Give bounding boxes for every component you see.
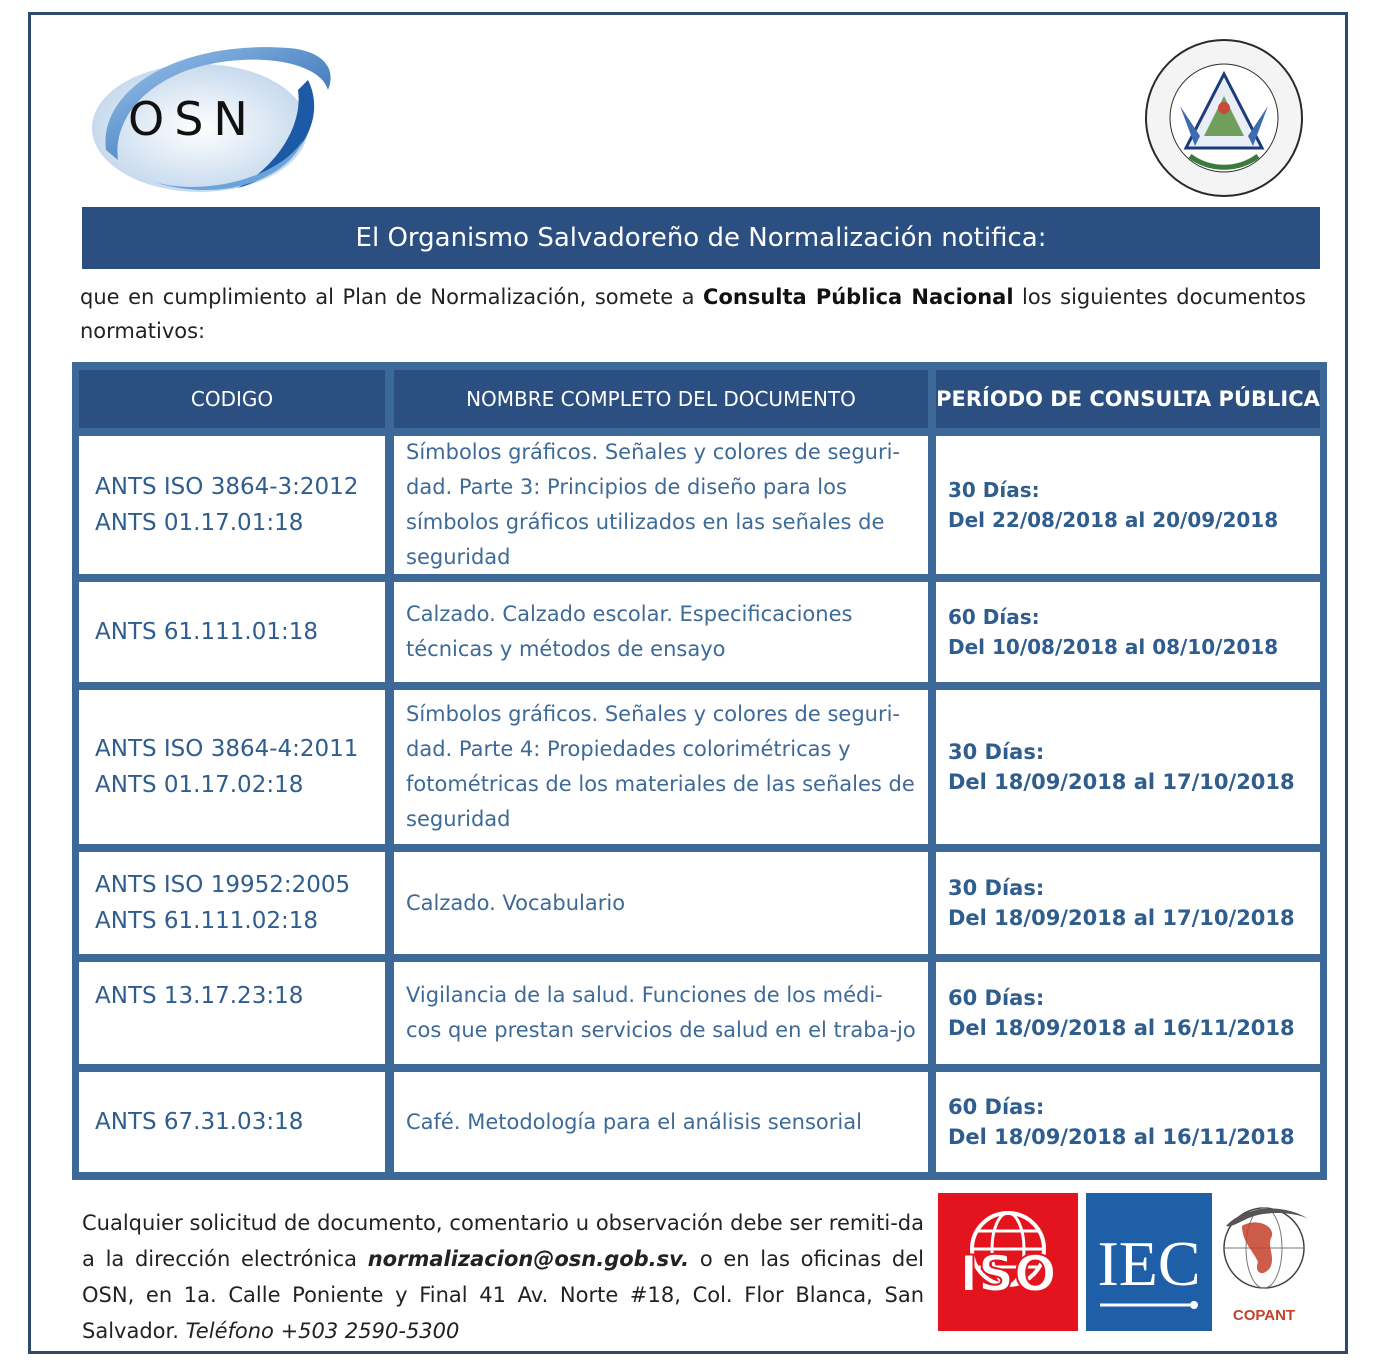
table-row-2-period bbox=[936, 582, 1320, 682]
iso-globe-icon bbox=[938, 1193, 1078, 1331]
code-line: ANTS 01.17.01:18 bbox=[95, 510, 304, 536]
table-row-3-period bbox=[936, 690, 1320, 844]
intro-text-end: los siguientes documentos normativos: bbox=[80, 285, 1306, 343]
contact-text-start: Cualquier solicitud de documento, comentario u observación debe ser remiti-da a la dirección electrónica bbox=[82, 1211, 924, 1271]
contact-email-link[interactable]: normalizacion@osn.gob.sv. bbox=[367, 1247, 690, 1271]
intro-paragraph bbox=[80, 280, 1306, 348]
documents-table bbox=[72, 362, 1327, 1180]
code-line: ANTS 61.111.01:18 bbox=[95, 619, 318, 645]
phone-number: +503 2590-5300 bbox=[273, 1319, 460, 1343]
table-row-3-name: Símbolos gráficos. Señales y colores de seguri-dad. Parte 4: Propiedades colorimétricas y fotométricas de los materiales de las señales de seguridad bbox=[394, 690, 928, 844]
table-row-6-code bbox=[79, 1072, 385, 1172]
header-nombre: NOMBRE COMPLETO DEL DOCUMENTO bbox=[394, 370, 928, 428]
code-line: ANTS 13.17.23:18 bbox=[95, 983, 304, 1009]
period-range: Del 18/09/2018 al 17/10/2018 bbox=[948, 770, 1295, 794]
copant-logo bbox=[1214, 1196, 1316, 1332]
intro-highlight: Consulta Pública Nacional bbox=[703, 285, 1014, 309]
code-line: ANTS ISO 3864-4:2011 bbox=[95, 736, 359, 762]
code-line: ANTS 01.17.02:18 bbox=[95, 772, 304, 798]
table-row-2-name: Calzado. Calzado escolar. Especificaciones técnicas y métodos de ensayo bbox=[394, 582, 928, 682]
period-days: 30 Días: bbox=[948, 478, 1040, 502]
period-days: 60 Días: bbox=[948, 605, 1040, 629]
code-line: ANTS 67.31.03:18 bbox=[95, 1109, 304, 1135]
period-days: 60 Días: bbox=[948, 1095, 1045, 1119]
period-days: 60 Días: bbox=[948, 986, 1045, 1010]
period-range: Del 22/08/2018 al 20/09/2018 bbox=[948, 508, 1279, 532]
table-row-1-period bbox=[936, 436, 1320, 574]
table-row-4-code bbox=[79, 852, 385, 954]
osn-logo-text: OSN bbox=[128, 92, 258, 146]
code-line: ANTS 61.111.02:18 bbox=[95, 908, 318, 934]
table-row-5-code bbox=[79, 962, 385, 1064]
code-line: ANTS ISO 3864-3:2012 bbox=[95, 474, 359, 500]
table-row-4-name: Calzado. Vocabulario bbox=[394, 852, 928, 954]
period-range: Del 18/09/2018 al 16/11/2018 bbox=[948, 1125, 1295, 1149]
iso-logo-text: ISO bbox=[959, 1245, 1057, 1303]
period-range: Del 18/09/2018 al 17/10/2018 bbox=[948, 906, 1295, 930]
iec-logo-graphic bbox=[1086, 1193, 1212, 1331]
intro-text-start: que en cumplimiento al Plan de Normalización, somete a bbox=[80, 285, 704, 309]
phone-label: Teléfono bbox=[185, 1319, 274, 1343]
copant-globe-icon bbox=[1214, 1196, 1316, 1332]
coat-of-arms bbox=[1140, 36, 1308, 200]
header-periodo: PERÍODO DE CONSULTA PÚBLICA bbox=[936, 370, 1320, 428]
period-days: 30 Días: bbox=[948, 876, 1045, 900]
iec-logo-text: IEC bbox=[1097, 1228, 1201, 1299]
table-row-6-period bbox=[936, 1072, 1320, 1172]
table-row-1-name: Símbolos gráficos. Señales y colores de seguri-dad. Parte 3: Principios de diseño para los símbolos gráficos utilizados en las señales de seguridad bbox=[394, 436, 928, 574]
osn-logo bbox=[88, 30, 338, 200]
table-row-3-code bbox=[79, 690, 385, 844]
copant-logo-text: COPANT bbox=[1232, 1307, 1296, 1324]
period-range: Del 18/09/2018 al 16/11/2018 bbox=[948, 1016, 1295, 1040]
iec-logo bbox=[1086, 1193, 1212, 1331]
iso-logo bbox=[938, 1193, 1078, 1331]
notification-title: El Organismo Salvadoreño de Normalización notifica: bbox=[82, 207, 1320, 269]
code-line: ANTS ISO 19952:2005 bbox=[95, 872, 351, 898]
table-row-2-code bbox=[79, 582, 385, 682]
table-row-5-name: Vigilancia de la salud. Funciones de los médi-cos que prestan servicios de salud en el traba-jo bbox=[394, 962, 928, 1064]
table-row-5-period bbox=[936, 962, 1320, 1064]
contact-text-middle: o en las oficinas del OSN, en 1a. Calle Poniente y Final 41 Av. Norte #18, Col. Flor Blanca, San Salvador. bbox=[82, 1247, 924, 1343]
table-row-4-period bbox=[936, 852, 1320, 954]
coat-of-arms-text bbox=[1140, 36, 1308, 200]
header-codigo: CODIGO bbox=[79, 370, 385, 428]
table-row-1-code bbox=[79, 436, 385, 574]
contact-paragraph bbox=[82, 1205, 924, 1349]
period-days: 30 Días: bbox=[948, 740, 1045, 764]
period-range: Del 10/08/2018 al 08/10/2018 bbox=[948, 635, 1279, 659]
table-row-6-name: Café. Metodología para el análisis sensorial bbox=[394, 1072, 928, 1172]
